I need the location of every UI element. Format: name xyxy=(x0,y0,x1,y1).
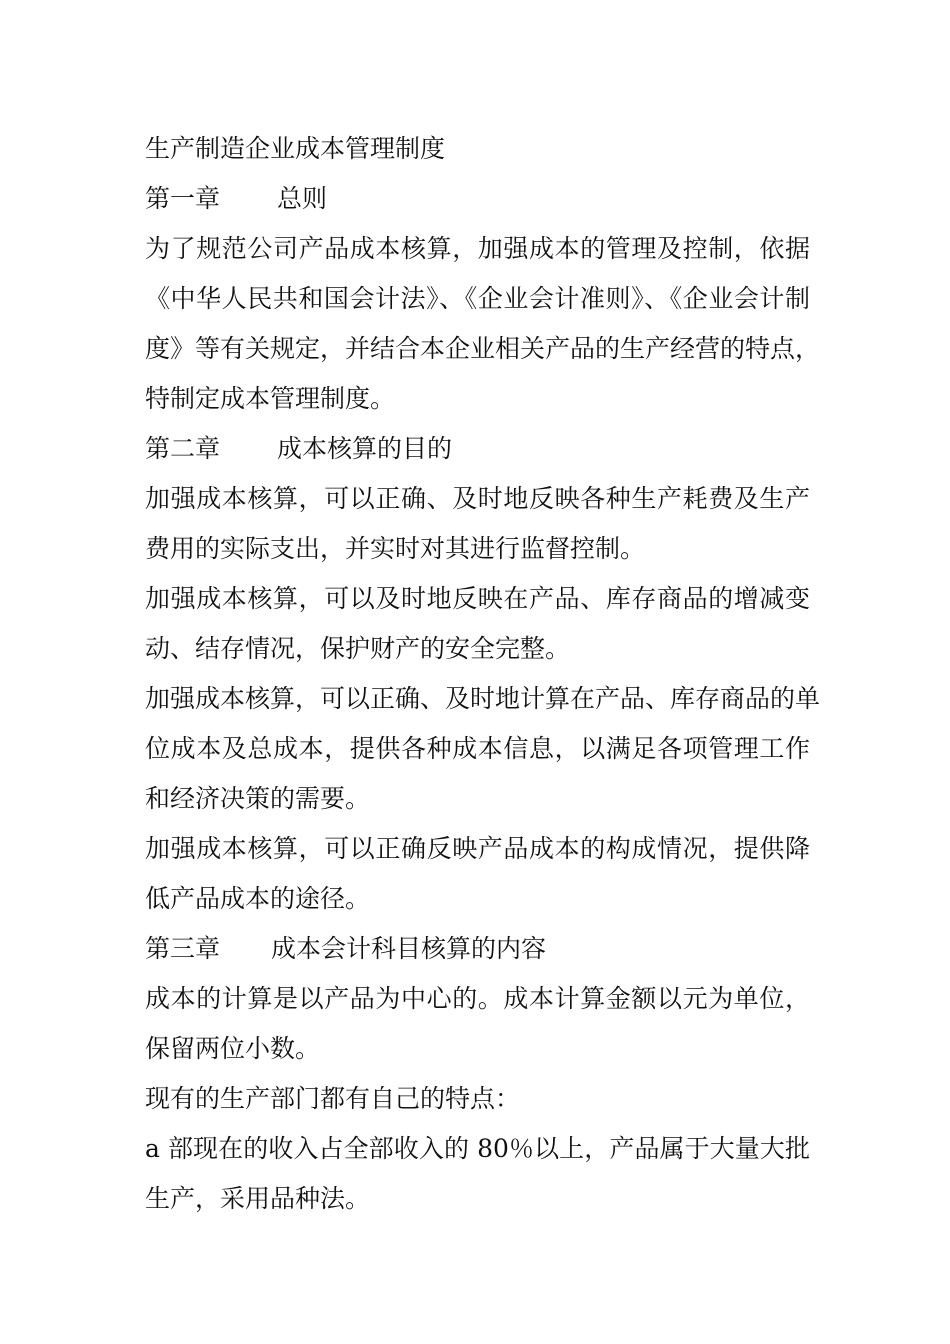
chapter-number: 第二章 xyxy=(145,434,221,463)
chapter-title: 成本核算的目的 xyxy=(277,434,453,463)
paragraph-line: 和经济决策的需要。 xyxy=(145,784,371,813)
paragraph-line: 低产品成本的途径。 xyxy=(145,884,371,913)
paragraph-line: 现有的生产部门都有自己的特点： xyxy=(145,1084,521,1113)
paragraph xyxy=(145,674,821,824)
paragraph-line: 特制定成本管理制度。 xyxy=(145,384,396,413)
paragraph-line: 加强成本核算，可以正确、及时地计算在产品、库存商品的单 xyxy=(145,684,821,713)
paragraph-line: 《中华人民共和国会计法》、《企业会计准则》、《企业会计制 xyxy=(145,284,810,313)
paragraph xyxy=(145,1124,810,1224)
paragraph-line: 费用的实际支出，并实时对其进行监督控制。 xyxy=(145,534,646,563)
chapter-3-heading xyxy=(145,924,810,974)
paragraph-line: 度》等有关规定，并结合本企业相关产品的生产经营的特点， xyxy=(145,334,821,363)
paragraph-line: 为了规范公司产品成本核算，加强成本的管理及控制，依据 xyxy=(145,234,810,263)
paragraph xyxy=(145,224,821,424)
chapter-title: 总则 xyxy=(277,184,328,213)
paragraph xyxy=(145,474,810,574)
paragraph-line: a 部现在的收入占全部收入的 80％以上，产品属于大量大批 xyxy=(145,1134,810,1163)
paragraph-line: 位成本及总成本，提供各种成本信息，以满足各项管理工作 xyxy=(145,734,810,763)
paragraph-line: 加强成本核算，可以及时地反映在产品、库存商品的增减变 xyxy=(145,584,810,613)
paragraph-line: 生产，采用品种法。 xyxy=(145,1184,371,1213)
paragraph-line: 动、结存情况，保护财产的安全完整。 xyxy=(145,634,571,663)
paragraph-line: 保留两位小数。 xyxy=(145,1034,321,1063)
paragraph-line: 成本的计算是以产品为中心的。成本计算金额以元为单位， xyxy=(145,984,810,1013)
document-title: 生产制造企业成本管理制度 xyxy=(145,134,446,163)
chapter-number: 第三章 xyxy=(145,934,221,963)
document-body xyxy=(145,124,821,1224)
paragraph xyxy=(145,1074,810,1124)
paragraph-line: 加强成本核算，可以正确、及时地反映各种生产耗费及生产 xyxy=(145,484,810,513)
chapter-title: 成本会计科目核算的内容 xyxy=(271,934,547,963)
paragraph-line: 加强成本核算，可以正确反映产品成本的构成情况，提供降 xyxy=(145,834,810,863)
chapter-number: 第一章 xyxy=(145,184,221,213)
chapter-1-heading xyxy=(145,174,810,224)
paragraph xyxy=(145,974,810,1074)
chapter-2-heading xyxy=(145,424,810,474)
paragraph xyxy=(145,574,810,674)
paragraph xyxy=(145,824,810,924)
